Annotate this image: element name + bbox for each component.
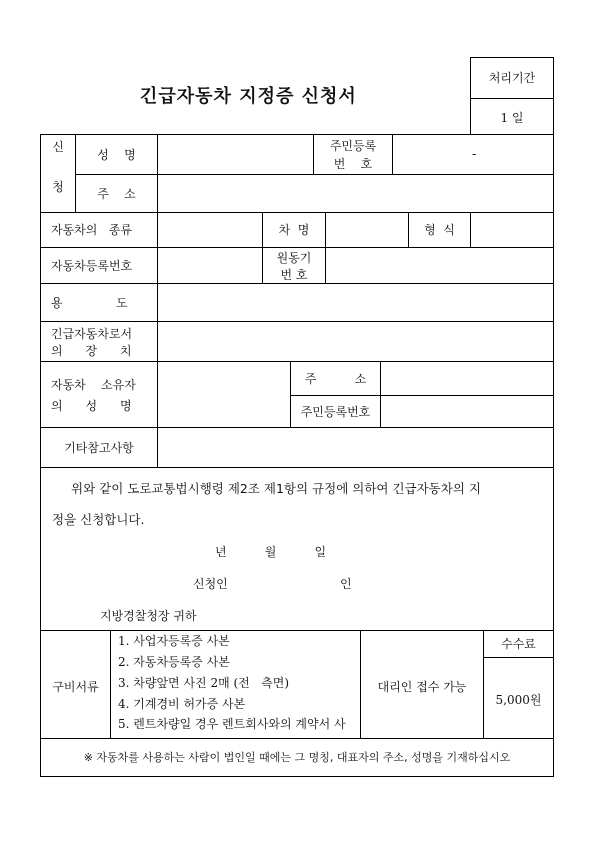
engine-no-label-bottom: 번 호 xyxy=(280,268,308,282)
applicant-rrn-label-top: 주민등록 xyxy=(329,139,377,153)
owner-label-top: 자동차 소유자 xyxy=(51,378,136,392)
vehicle-type-field[interactable] xyxy=(158,213,262,247)
seal-mark: 인 xyxy=(340,577,352,591)
applicant-address-field[interactable] xyxy=(158,175,553,212)
model-field[interactable] xyxy=(471,213,553,247)
emergency-device-label-bottom: 의 장 치 xyxy=(51,344,132,358)
emergency-device-field[interactable] xyxy=(158,322,553,361)
usage-field[interactable] xyxy=(158,284,553,321)
engine-no-field[interactable] xyxy=(326,248,553,283)
car-name-field[interactable] xyxy=(326,213,408,247)
document-item: 1. 사업자등록증 사본 xyxy=(118,634,230,648)
car-name-label: 차 명 xyxy=(278,223,310,237)
vehicle-reg-no-field[interactable] xyxy=(158,248,262,283)
document-item: 2. 자동차등록증 사본 xyxy=(118,655,230,669)
emergency-device-label-top: 긴급자동차로서 xyxy=(51,327,133,341)
applicant-address-label: 주 소 xyxy=(97,187,136,201)
remarks-field[interactable] xyxy=(158,428,553,467)
rrn-dash: - xyxy=(472,147,477,161)
owner-rrn-field[interactable] xyxy=(381,396,553,427)
fee-value: 5,000원 xyxy=(495,693,542,707)
processing-period-value: 1 일 xyxy=(500,111,524,125)
document-item: 3. 차량앞면 사진 2매 (전 측면) xyxy=(118,676,290,690)
applicant-rrn-field[interactable] xyxy=(393,135,553,174)
owner-name-field[interactable] xyxy=(158,362,290,427)
engine-no-label-top: 원동기 xyxy=(276,251,312,265)
model-label: 형 식 xyxy=(424,223,455,237)
applicant-rrn-label-bottom: 번 호 xyxy=(333,157,373,171)
owner-address-label: 주 소 xyxy=(304,372,367,386)
remarks-label: 기타참고사항 xyxy=(64,441,134,455)
owner-address-field[interactable] xyxy=(381,362,553,395)
form-title: 긴급자동차 지정증 신청서 xyxy=(140,86,357,107)
required-documents-label: 구비서류 xyxy=(52,680,99,694)
vehicle-type-label: 자동차의 종류 xyxy=(51,223,132,237)
owner-rrn-label: 주민등록번호 xyxy=(300,405,371,419)
vehicle-reg-no-label: 자동차등록번호 xyxy=(51,259,133,273)
fee-label: 수수료 xyxy=(501,637,536,651)
proxy-submission-note: 대리인 접수 가능 xyxy=(377,680,467,694)
processing-period-label: 처리기간 xyxy=(488,71,536,85)
usage-label: 용 도 xyxy=(51,296,128,310)
footnote: ※ 자동차를 사용하는 사람이 법인일 때에는 그 명칭, 대표자의 주소, 성명을 기재하십시오 xyxy=(83,751,511,764)
owner-label-bottom: 의 성 명 xyxy=(51,399,132,413)
applicant-signature-field[interactable] xyxy=(240,572,330,594)
statement-line-2: 정을 신청합니다. xyxy=(52,512,145,527)
application-date: 년 월 일 xyxy=(215,545,327,559)
applicant-name-field[interactable] xyxy=(158,135,313,174)
addressee: 지방경찰청장 귀하 xyxy=(100,609,197,623)
applicant-name-label: 성 명 xyxy=(97,148,136,162)
applicant-side-label-bottom: 청 xyxy=(52,180,64,194)
applicant-side-label-top: 신 xyxy=(52,140,64,154)
document-item: 5. 렌트차량일 경우 렌트회사와의 계약서 사 xyxy=(118,717,346,731)
applicant-signature-label: 신청인 xyxy=(193,577,228,591)
statement-line-1: 위와 같이 도로교통법시행령 제2조 제1항의 규정에 의하여 긴급자동차의 지 xyxy=(71,481,481,496)
document-item: 4. 기계경비 허가증 사본 xyxy=(118,697,246,711)
